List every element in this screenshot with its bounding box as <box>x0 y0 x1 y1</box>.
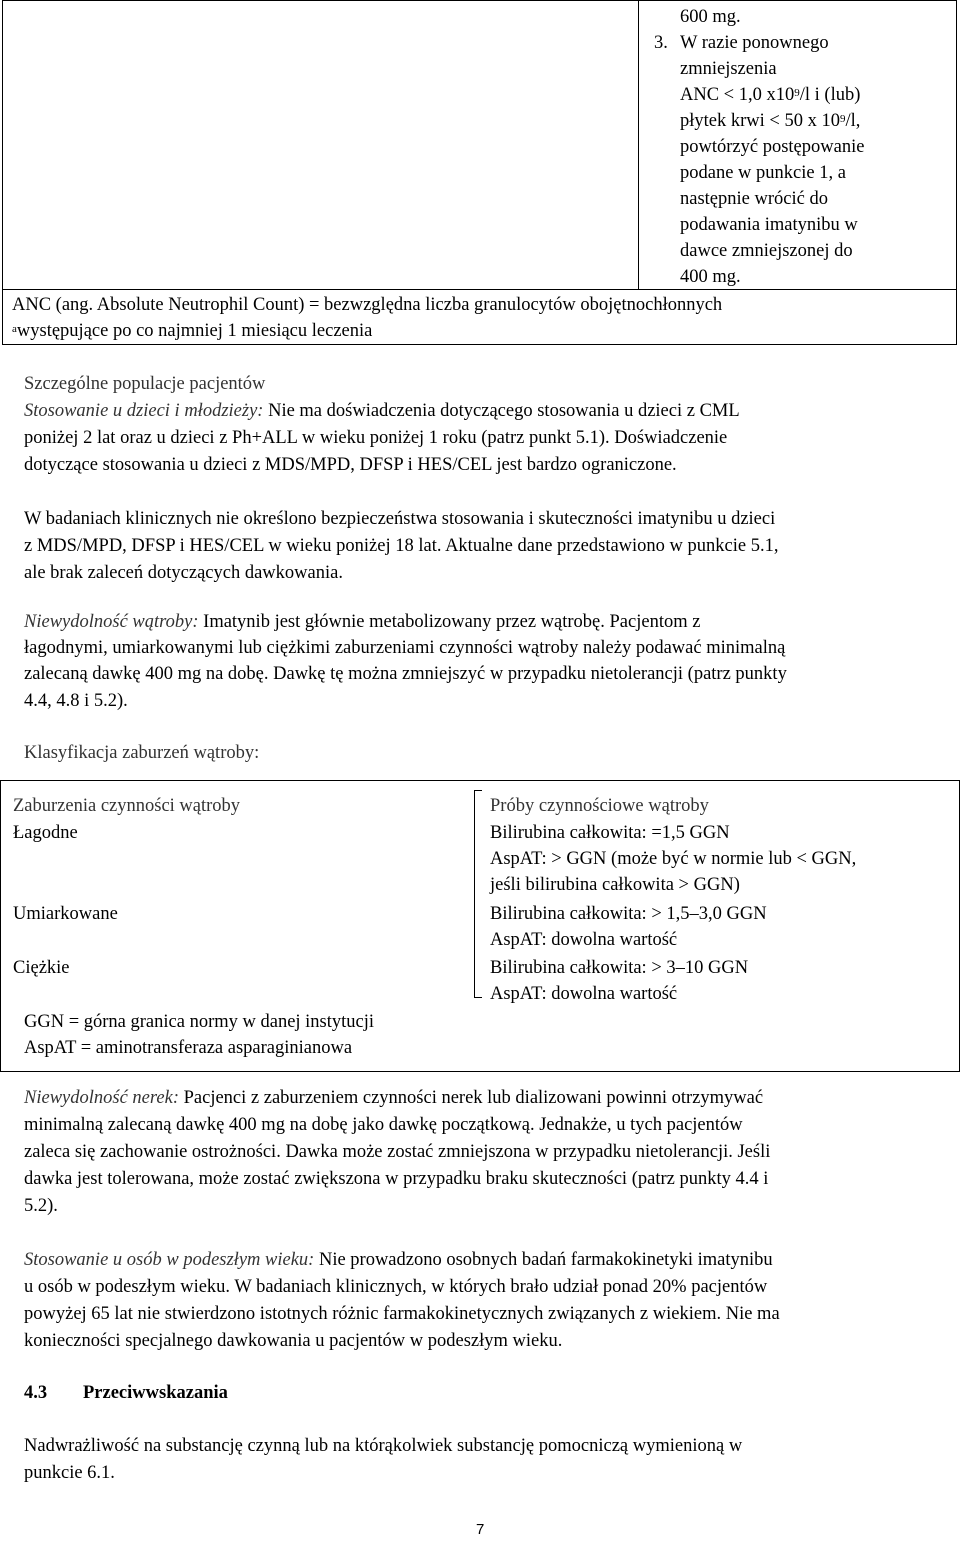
severity-label: Ciężkie <box>13 958 70 978</box>
cell-text: ANC < 1,0 x10 <box>680 85 795 105</box>
cell-line: 400 mg. <box>680 267 741 287</box>
exponent: 9 <box>839 113 846 125</box>
section-title: Przeciwwskazania <box>83 1383 228 1403</box>
clinical-para-line: ale brak zaleceń dotyczących dawkowania. <box>24 563 343 583</box>
step-number: 3. <box>654 33 668 53</box>
children-para-line <box>24 398 740 424</box>
cell-text: płytek krwi < 50 x 10 <box>680 111 840 131</box>
test-line: Bilirubina całkowita: =1,5 GGN <box>490 823 730 843</box>
elderly-para-line: powyżej 65 lat nie stwierdzono istotnych różnic farmakokinetycznych związanych z wiekiem. Nie ma <box>24 1304 780 1324</box>
footnote-marker: a <box>12 323 17 335</box>
exponent: 9 <box>794 87 800 99</box>
elderly-text: Nie prowadzono osobnych badań farmakokinetyki imatynibu <box>314 1250 773 1270</box>
table-border-bottom <box>2 344 957 345</box>
kidney-para-line: dawka jest tolerowana, może zostać zwiększona w przypadku braku skuteczności (patrz punkty 4.4 i <box>24 1169 769 1189</box>
kidney-para-line: zaleca się zachowanie ostrożności. Dawka może zostać zmniejszona w przypadku nietolerancji. Jeśli <box>24 1142 771 1162</box>
severity-label: Łagodne <box>13 823 78 843</box>
cell-text: /l i (lub) <box>799 85 861 105</box>
liver-para-line: łagodnymi, umiarkowanymi lub ciężkimi zaburzeniami czynności wątroby należy podawać minimalną <box>24 638 786 658</box>
liver-table-bottom <box>0 1071 960 1072</box>
cell-line: zmniejszenia <box>680 59 777 79</box>
kidney-para-line <box>24 1085 763 1111</box>
liver-para-line <box>24 609 700 635</box>
table-note: AspAT = aminotransferaza asparaginianowa <box>24 1038 353 1058</box>
test-line: Bilirubina całkowita: > 3–10 GGN <box>490 958 749 978</box>
cell-line: dawce zmniejszonej do <box>680 241 853 261</box>
cell-line: 600 mg. <box>680 7 741 27</box>
elderly-para-line <box>24 1247 773 1273</box>
footnote-border-left <box>2 289 3 344</box>
kidney-text: Pacjenci z zaburzeniem czynności nerek lub dializowani powinni otrzymywać <box>178 1088 764 1108</box>
liver-para-line: zalecaną dawkę 400 mg na dobę. Dawkę tę można zmniejszyć w przypadku nietolerancji (patrz punkty <box>24 664 787 684</box>
contra-para-line: Nadwrażliwość na substancję czynną lub na którąkolwiek substancję pomocniczą wymienioną w <box>24 1436 743 1456</box>
table-border-right <box>956 0 957 344</box>
liver-para-line: 4.4, 4.8 i 5.2). <box>24 691 128 711</box>
elderly-para-line: u osób w podeszłym wieku. W badaniach klinicznych, w których brało udział ponad 20% pacjentów <box>24 1277 768 1297</box>
table-border-mid <box>638 0 639 289</box>
page-number: 7 <box>476 1521 485 1538</box>
col-divider-bracket <box>474 790 482 998</box>
liver-col2-header: Próby czynnościowe wątroby <box>490 796 709 816</box>
test-line: AspAT: dowolna wartość <box>490 930 678 950</box>
liver-table-left <box>0 780 1 1072</box>
children-label: Stosowanie u dzieci i młodzieży: <box>24 401 264 421</box>
cell-line <box>680 82 860 108</box>
cell-text: /l, <box>845 111 861 131</box>
table-border-left <box>2 0 3 289</box>
cell-line: następnie wrócić do <box>680 189 828 209</box>
table-row-divider <box>2 289 957 290</box>
cell-line: powtórzyć postępowanie <box>680 137 865 157</box>
test-line: Bilirubina całkowita: > 1,5–3,0 GGN <box>490 904 767 924</box>
cell-line <box>680 108 860 134</box>
children-text: Nie ma doświadczenia dotyczącego stosowania u dzieci z CML <box>263 401 740 421</box>
cell-line: podane w punkcie 1, a <box>680 163 846 183</box>
section-heading-special: Szczególne populacje pacjentów <box>24 374 266 394</box>
liver-col1-header: Zaburzenia czynności wątroby <box>13 796 241 816</box>
classification-heading: Klasyfikacja zaburzeń wątroby: <box>24 743 260 763</box>
elderly-para-line: konieczności specjalnego dawkowania u pacjentów w podeszłym wieku. <box>24 1331 563 1351</box>
cell-line: podawania imatynibu w <box>680 215 858 235</box>
clinical-para-line: z MDS/MPD, DFSP i HES/CEL w wieku poniżej 18 lat. Aktualne dane przedstawiono w punkcie 5.1, <box>24 536 779 556</box>
elderly-label: Stosowanie u osób w podeszłym wieku: <box>24 1250 315 1270</box>
cell-line: W razie ponownego <box>680 33 829 53</box>
children-para-line: poniżej 2 lat oraz u dzieci z Ph+ALL w wieku poniżej 1 roku (patrz punkt 5.1). Doświadczenie <box>24 428 728 448</box>
liver-text: Imatynib jest głównie metabolizowany przez wątrobę. Pacjentom z <box>198 612 701 632</box>
severity-label: Umiarkowane <box>13 904 118 924</box>
section-number: 4.3 <box>24 1383 48 1403</box>
test-line: jeśli bilirubina całkowita > GGN) <box>490 875 740 895</box>
liver-label: Niewydolność wątroby: <box>24 612 199 632</box>
test-line: AspAT: dowolna wartość <box>490 984 678 1004</box>
clinical-para-line: W badaniach klinicznych nie określono bezpieczeństwa stosowania i skuteczności imatynibu u dzieci <box>24 509 776 529</box>
kidney-para-line: minimalną zalecaną dawkę 400 mg na dobę jako dawkę początkową. Jednakże, u tych pacjentów <box>24 1115 743 1135</box>
liver-table-top <box>0 780 960 781</box>
table-note: GGN = górna granica normy w danej instytucji <box>24 1012 375 1032</box>
children-para-line: dotyczące stosowania u dzieci z MDS/MPD, DFSP i HES/CEL jest bardzo ograniczone. <box>24 455 677 475</box>
footnote-anc: ANC (ang. Absolute Neutrophil Count) = bezwzględna liczba granulocytów obojętnochłonnych <box>12 295 723 315</box>
footnote-text: występujące po co najmniej 1 miesiącu leczenia <box>16 321 373 341</box>
kidney-para-line: 5.2). <box>24 1196 58 1216</box>
footnote-a <box>12 318 372 344</box>
table-border-top <box>2 0 957 1</box>
test-line: AspAT: > GGN (może być w normie lub < GGN, <box>490 849 857 869</box>
contra-para-line: punkcie 6.1. <box>24 1463 115 1483</box>
kidney-label: Niewydolność nerek: <box>24 1088 179 1108</box>
